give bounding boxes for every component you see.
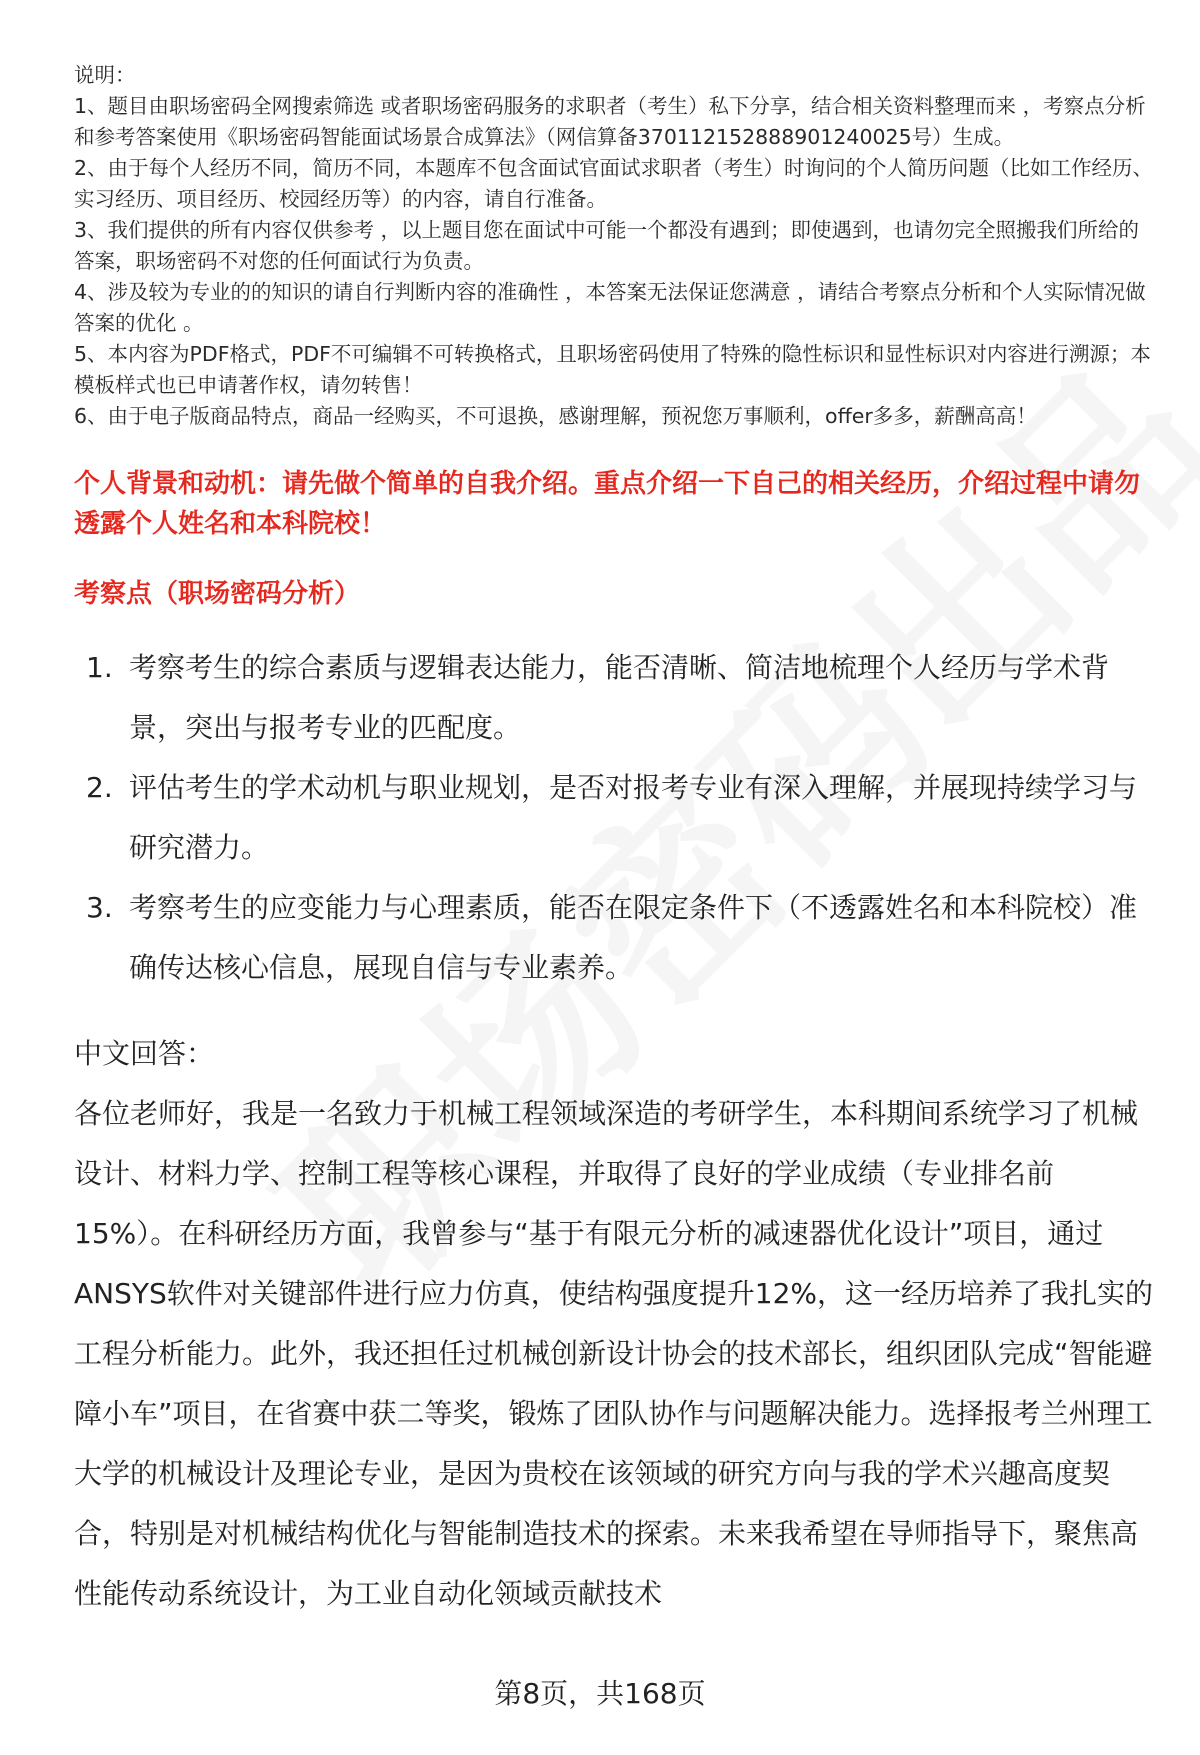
note-item: 5、本内容为PDF格式，PDF不可编辑不可转换格式，且职场密码使用了特殊的隐性标识和显性标识对内容进行溯源；本模板样式也已申请著作权，请勿转售！ [74, 342, 1151, 397]
note-item: 1、题目由职场密码全网搜索筛选 或者职场密码服务的求职者（考生）私下分享，结合相关资料整理而来 ，考察点分析和参考答案使用《职场密码智能面试场景合成算法》（网信算备370112152888901240025号）生成。 [74, 94, 1146, 149]
note-item: 2、由于每个人经历不同，简历不同，本题库不包含面试官面试求职者（考生）时询问的个人简历问题（比如工作经历、实习经历、项目经历、校园经历等）的内容，请自行准备。 [74, 156, 1154, 211]
point-number: 2. [86, 771, 113, 804]
page-number: 第8页，共168页 [494, 1677, 706, 1710]
notes-section [74, 60, 1154, 432]
analysis-point [74, 758, 1154, 878]
analysis-title: 考察点（职场密码分析） [74, 579, 361, 609]
point-text: 考察考生的应变能力与心理素质，能否在限定条件下（不透露姓名和本科院校）准确传达核心信息，展现自信与专业素养。 [129, 891, 1138, 984]
note-item: 4、涉及较为专业的的知识的请自行判断内容的准确性 ，本答案无法保证您满意 ，请结合考察点分析和个人实际情况做答案的优化 。 [74, 280, 1146, 335]
point-number: 3. [86, 891, 113, 924]
analysis-points [74, 638, 1154, 998]
note-item: 6、由于电子版商品特点，商品一经购买，不可退换，感谢理解，预祝您万事顺利，offer多多，薪酬高高！ [74, 404, 1037, 428]
answer-text: 各位老师好，我是一名致力于机械工程领域深造的考研学生，本科期间系统学习了机械设计、材料力学、控制工程等核心课程，并取得了良好的学业成绩（专业排名前15%）。在科研经历方面，我曾参与“基于有限元分析的减速器优化设计”项目，通过ANSYS软件对关键部件进行应力仿真，使结构强度提升12%，这一经历培养了我扎实的工程分析能力。此外，我还担任过机械创新设计协会的技术部长，组织团队完成“智能避障小车”项目，在省赛中获二等奖，锻炼了团队协作与问题解决能力。选择报考兰州理工大学的机械设计及理论专业，是因为贵校在该领域的研究方向与我的学术兴趣高度契合，特别是对机械结构优化与智能制造技术的探索。未来我希望在导师指导下，聚焦高性能传动系统设计，为工业自动化领域贡献技术 [74, 1097, 1153, 1610]
document-page [74, 60, 1154, 1624]
note-item: 3、我们提供的所有内容仅供参考 ，以上题目您在面试中可能一个都没有遇到；即使遇到，也请勿完全照搬我们所给的答案，职场密码不对您的任何面试行为负责。 [74, 218, 1140, 273]
analysis-point [74, 638, 1154, 758]
point-number: 1. [86, 651, 113, 684]
notes-title: 说明： [74, 63, 136, 87]
point-text: 考察考生的综合素质与逻辑表达能力，能否清晰、简洁地梳理个人经历与学术背景，突出与报考专业的匹配度。 [129, 651, 1110, 744]
analysis-point [74, 878, 1154, 998]
point-text: 评估考生的学术动机与职业规划，是否对报考专业有深入理解，并展现持续学习与研究潜力。 [129, 771, 1138, 864]
question-heading: 个人背景和动机：请先做个简单的自我介绍。重点介绍一下自己的相关经历，介绍过程中请勿透露个人姓名和本科院校！ [74, 469, 1141, 539]
answer-title: 中文回答： [74, 1037, 215, 1070]
